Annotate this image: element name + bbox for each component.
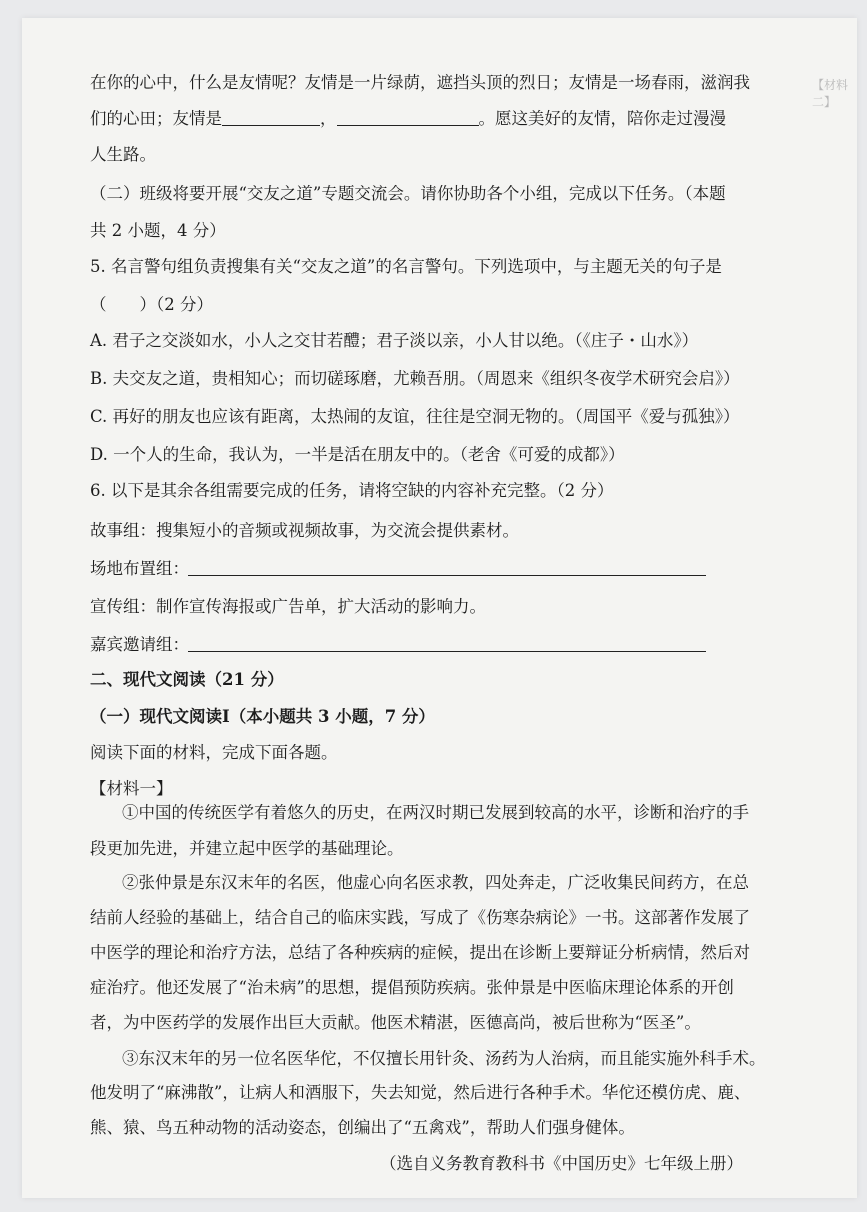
material-1-para-2-line-5: 者，为中医药学的发展作出巨大贡献。他医术精湛，医德高尚，被后世称为“医圣”。: [90, 1013, 701, 1032]
venue-group-label: 场地布置组：: [90, 559, 189, 578]
friendship-blank-2[interactable]: [337, 109, 479, 126]
option-c: C. 再好的朋友也应该有距离，太热闹的友谊，往往是空洞无物的。（周国平《爱与孤独》）: [90, 407, 740, 426]
friendship-blank-1[interactable]: [222, 109, 320, 126]
option-b: B. 夫交友之道，贵相知心；而切磋琢磨，尤赖吾朋。（周恩来《组织冬夜学术研究会启》）: [90, 369, 740, 388]
story-group: 故事组：搜集短小的音频或视频故事，为交流会提供素材。: [90, 521, 519, 540]
passage-line-1: 在你的心中，什么是友情呢？友情是一片绿荫，遮挡头顶的烈日；友情是一场春雨，滋润我: [90, 73, 750, 92]
passage-line-2-end: 。愿这美好的友情，陪你走过漫漫: [478, 109, 726, 128]
passage-line-3: 人生路。: [90, 145, 156, 164]
material-1-para-2-line-1: ②张仲景是东汉末年的名医，他虚心向名医求教，四处奔走，广泛收集民间药方，在总: [122, 873, 749, 892]
source-citation: （选自义务教育教科书《中国历史》七年级上册）: [380, 1154, 743, 1173]
question-5: 5. 名言警句组负责搜集有关“交友之道”的名言警句。下列选项中，与主题无关的句子是: [90, 257, 722, 276]
guest-group-label: 嘉宾邀请组：: [90, 635, 189, 654]
corner-mark: 【材料二】: [812, 78, 849, 109]
subsection-1-heading: （一）现代文阅读Ⅰ（本小题共 3 小题，7 分）: [90, 707, 435, 726]
passage-line-2-comma: ，: [320, 109, 337, 128]
question-5-answer-bracket[interactable]: （ ）（2 分）: [90, 295, 213, 314]
section-2-title-cont: 共 2 小题，4 分）: [90, 221, 226, 240]
reading-instruction: 阅读下面的材料，完成下面各题。: [90, 743, 338, 762]
exam-page: [22, 18, 857, 1198]
material-1-para-2-line-4: 症治疗。他还发展了“治未病”的思想，提倡预防疾病。张仲景是中医临床理论体系的开创: [90, 978, 734, 997]
option-a: A. 君子之交淡如水，小人之交甘若醴；君子淡以亲，小人甘以绝。（《庄子・山水》）: [90, 331, 699, 350]
guest-group-answer-line[interactable]: [188, 651, 706, 652]
material-1-para-3-line-1: ③东汉末年的另一位名医华佗，不仅擅长用针灸、汤药为人治病，而且能实施外科手术。: [122, 1049, 766, 1068]
passage-line-2-start: 们的心田；友情是: [90, 109, 222, 128]
material-1-para-3-line-2: 他发明了“麻沸散”，让病人和酒服下，失去知觉，然后进行各种手术。华佗还模仿虎、鹿、: [90, 1083, 751, 1102]
material-1-para-1-line-1: ①中国的传统医学有着悠久的历史，在两汉时期已发展到较高的水平，诊断和治疗的手: [122, 803, 749, 822]
material-1-para-3-line-3: 熊、猿、鸟五种动物的活动姿态，创编出了“五禽戏”，帮助人们强身健体。: [90, 1118, 635, 1137]
material-1-para-2-line-3: 中医学的理论和治疗方法，总结了各种疾病的症候，提出在诊断上要辩证分析病情，然后对: [90, 943, 750, 962]
venue-group-answer-line[interactable]: [188, 575, 706, 576]
option-d: D. 一个人的生命，我认为，一半是活在朋友中的。（老舍《可爱的成都》）: [90, 445, 625, 464]
section-2-title: （二）班级将要开展“交友之道”专题交流会。请你协助各个小组，完成以下任务。（本题: [90, 184, 726, 203]
material-1-label: 【材料一】: [90, 779, 173, 798]
part-2-heading: 二、现代文阅读（21 分）: [90, 670, 284, 689]
material-1-para-2-line-2: 结前人经验的基础上，结合自己的临床实践，写成了《伤寒杂病论》一书。这部著作发展了: [90, 908, 750, 927]
publicity-group: 宣传组：制作宣传海报或广告单，扩大活动的影响力。: [90, 597, 486, 616]
passage-line-2: [90, 108, 726, 130]
material-1-para-1-line-2: 段更加先进，并建立起中医学的基础理论。: [90, 839, 404, 858]
question-6: 6. 以下是其余各组需要完成的任务，请将空缺的内容补充完整。（2 分）: [90, 481, 614, 500]
